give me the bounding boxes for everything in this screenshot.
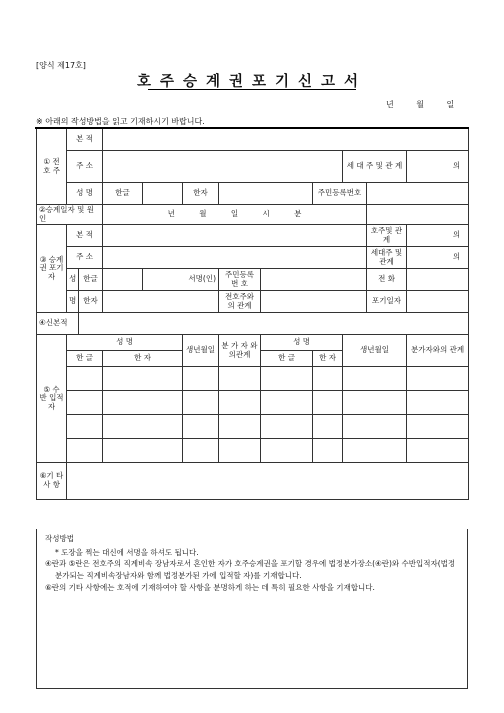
- notes-line: ④란과 ⑤란은 전호주의 직계비속 장남자로서 혼인한 자가 호주승계권을 포기할 경우에 법정분가장소(④란)와 수반입적자(법정분가되는 직계비속장남자와 함께 법정분가된 가에 입적할 자)를 기재합니다.: [45, 559, 456, 580]
- waiver-person-label: ③ 승계권 포기자: [37, 225, 67, 313]
- waiver-hoju-relation-field[interactable]: [407, 225, 469, 247]
- acc-cell[interactable]: [407, 439, 469, 463]
- acc-left-name-header: 성 명: [67, 335, 183, 351]
- waiver-address-field[interactable]: [103, 247, 367, 269]
- acc-cell[interactable]: [407, 367, 469, 391]
- prev-hoju-householder-label: 세 대 주 및 관 계: [343, 151, 407, 183]
- acc-cell[interactable]: [67, 391, 103, 415]
- acc-cell[interactable]: [261, 391, 313, 415]
- acc-right-relation-header: 분가자와의 관계: [407, 335, 469, 367]
- acc-cell[interactable]: [103, 439, 183, 463]
- acc-cell[interactable]: [219, 391, 261, 415]
- waiver-prev-relation-label: 전호주와 의 관계: [219, 291, 261, 313]
- prev-hoju-bonjeok-label: 본 적: [67, 129, 103, 151]
- prev-hoju-householder-field[interactable]: [407, 151, 469, 183]
- prev-hoju-resident-no-label: 주민등록번호: [313, 183, 367, 205]
- acc-left-relation-header: 분 가 자 와의관계: [219, 335, 261, 367]
- prev-hoju-hangeul-field[interactable]: [143, 183, 183, 205]
- waiver-bonjeok-field[interactable]: [103, 225, 367, 247]
- acc-right-birth-header: 생년월일: [343, 335, 407, 367]
- waiver-householder-field[interactable]: [407, 247, 469, 269]
- acc-cell[interactable]: [407, 415, 469, 439]
- report-form-table: [36, 128, 469, 500]
- instruction-text: ※ 아래의 작성방법을 읽고 기재하시기 바랍니다.: [36, 117, 205, 126]
- page-title: 호주승계권포기신고서: [136, 74, 368, 90]
- waiver-householder-label: 세대주 및관계: [367, 247, 407, 269]
- waiver-hanja-field[interactable]: [103, 291, 219, 313]
- acc-cell[interactable]: [343, 367, 407, 391]
- waiver-bonjeok-label: 본 적: [67, 225, 103, 247]
- acc-cell[interactable]: [343, 415, 407, 439]
- notes-line: * 도장을 찍는 대신에 서명을 하셔도 됩니다.: [55, 547, 199, 557]
- new-bonjeok-label: ④신본적: [37, 313, 79, 335]
- acc-left-birth-header: 생년월일: [183, 335, 219, 367]
- prev-hoju-address-field[interactable]: [103, 151, 343, 183]
- acc-cell[interactable]: [183, 415, 219, 439]
- acc-right-hanja-header: 한 자: [313, 351, 343, 367]
- title-underline: [148, 89, 356, 90]
- waiver-householder-suffix: 의: [452, 252, 461, 262]
- acc-cell[interactable]: [313, 415, 343, 439]
- notes-heading: 작성방법: [45, 534, 74, 543]
- acc-left-hanja-header: 한 자: [103, 351, 183, 367]
- waiver-resident-no-label: 주민등록 번 호: [219, 269, 261, 291]
- prev-hoju-label: ① 전 호 주: [37, 129, 67, 205]
- other-matters-field[interactable]: [67, 463, 469, 500]
- householder-suffix: 의: [452, 161, 461, 171]
- notes-line: ⑥란의 기타 사항에는 호적에 기재하여야 할 사항을 분명하게 하는 데 특히 필요한 사항을 기재합니다.: [45, 582, 375, 592]
- prev-hoju-resident-no-field[interactable]: [367, 183, 469, 205]
- prev-hoju-hangeul-label: 한글: [103, 183, 143, 205]
- other-matters-label: ⑥기 타 사 항: [37, 463, 67, 500]
- waiver-hangeul-field[interactable]: [103, 269, 143, 291]
- waiver-phone-label: 전 화: [367, 269, 407, 291]
- acc-cell[interactable]: [103, 367, 183, 391]
- writing-instructions: [36, 529, 468, 689]
- acc-cell[interactable]: [343, 439, 407, 463]
- acc-cell[interactable]: [313, 439, 343, 463]
- acc-cell[interactable]: [219, 367, 261, 391]
- acc-cell[interactable]: [219, 439, 261, 463]
- waiver-date-field[interactable]: [407, 291, 469, 313]
- waiver-prev-relation-field[interactable]: [261, 291, 367, 313]
- acc-cell[interactable]: [313, 367, 343, 391]
- waiver-hangeul-label: 한글: [79, 269, 103, 291]
- prev-hoju-hanja-label: 한자: [183, 183, 219, 205]
- waiver-signature[interactable]: 서명(인): [143, 269, 219, 291]
- acc-cell[interactable]: [261, 367, 313, 391]
- prev-hoju-name-label: 성 명: [67, 183, 103, 205]
- acc-cell[interactable]: [183, 439, 219, 463]
- acc-cell[interactable]: [219, 415, 261, 439]
- form-code: [양식 제17호]: [36, 61, 86, 70]
- acc-cell[interactable]: [261, 439, 313, 463]
- acc-cell[interactable]: [183, 367, 219, 391]
- acc-cell[interactable]: [261, 415, 313, 439]
- acc-left-hangeul-header: 한 글: [67, 351, 103, 367]
- acc-right-name-header: 성 명: [261, 335, 343, 351]
- waiver-hanja-label: 한자: [79, 291, 103, 313]
- waiver-resident-no-field[interactable]: [261, 269, 367, 291]
- waiver-givenname-label: 명: [67, 291, 79, 313]
- acc-cell[interactable]: [67, 439, 103, 463]
- acc-cell[interactable]: [103, 415, 183, 439]
- waiver-hoju-relation-label: 호주및 관 계: [367, 225, 407, 247]
- acc-right-hangeul-header: 한 글: [261, 351, 313, 367]
- prev-hoju-bonjeok-field[interactable]: [103, 129, 469, 151]
- prev-hoju-hanja-field[interactable]: [219, 183, 313, 205]
- prev-hoju-address-label: 주 소: [67, 151, 103, 183]
- acc-cell[interactable]: [183, 391, 219, 415]
- acc-cell[interactable]: [407, 391, 469, 415]
- waiver-date-label: 포기일자: [367, 291, 407, 313]
- acc-cell[interactable]: [67, 415, 103, 439]
- succession-cause-field[interactable]: [367, 205, 469, 225]
- acc-cell[interactable]: [103, 391, 183, 415]
- acc-cell[interactable]: [343, 391, 407, 415]
- succession-date-field[interactable]: 년 월 일 시 분: [103, 205, 367, 225]
- accompanying-label: ⑤ 수 반 입적자: [37, 335, 67, 463]
- waiver-surname-label: 성: [67, 269, 79, 291]
- date-label: 년 월 일: [386, 100, 455, 109]
- new-bonjeok-field[interactable]: [79, 313, 469, 335]
- table-top-border: [35, 127, 469, 129]
- waiver-phone-field[interactable]: [407, 269, 469, 291]
- acc-cell[interactable]: [67, 367, 103, 391]
- succession-date-label: ②승계일자 및 원인: [37, 205, 103, 225]
- waiver-address-label: 주 소: [67, 247, 103, 269]
- acc-cell[interactable]: [313, 391, 343, 415]
- hoju-relation-suffix: 의: [452, 230, 461, 240]
